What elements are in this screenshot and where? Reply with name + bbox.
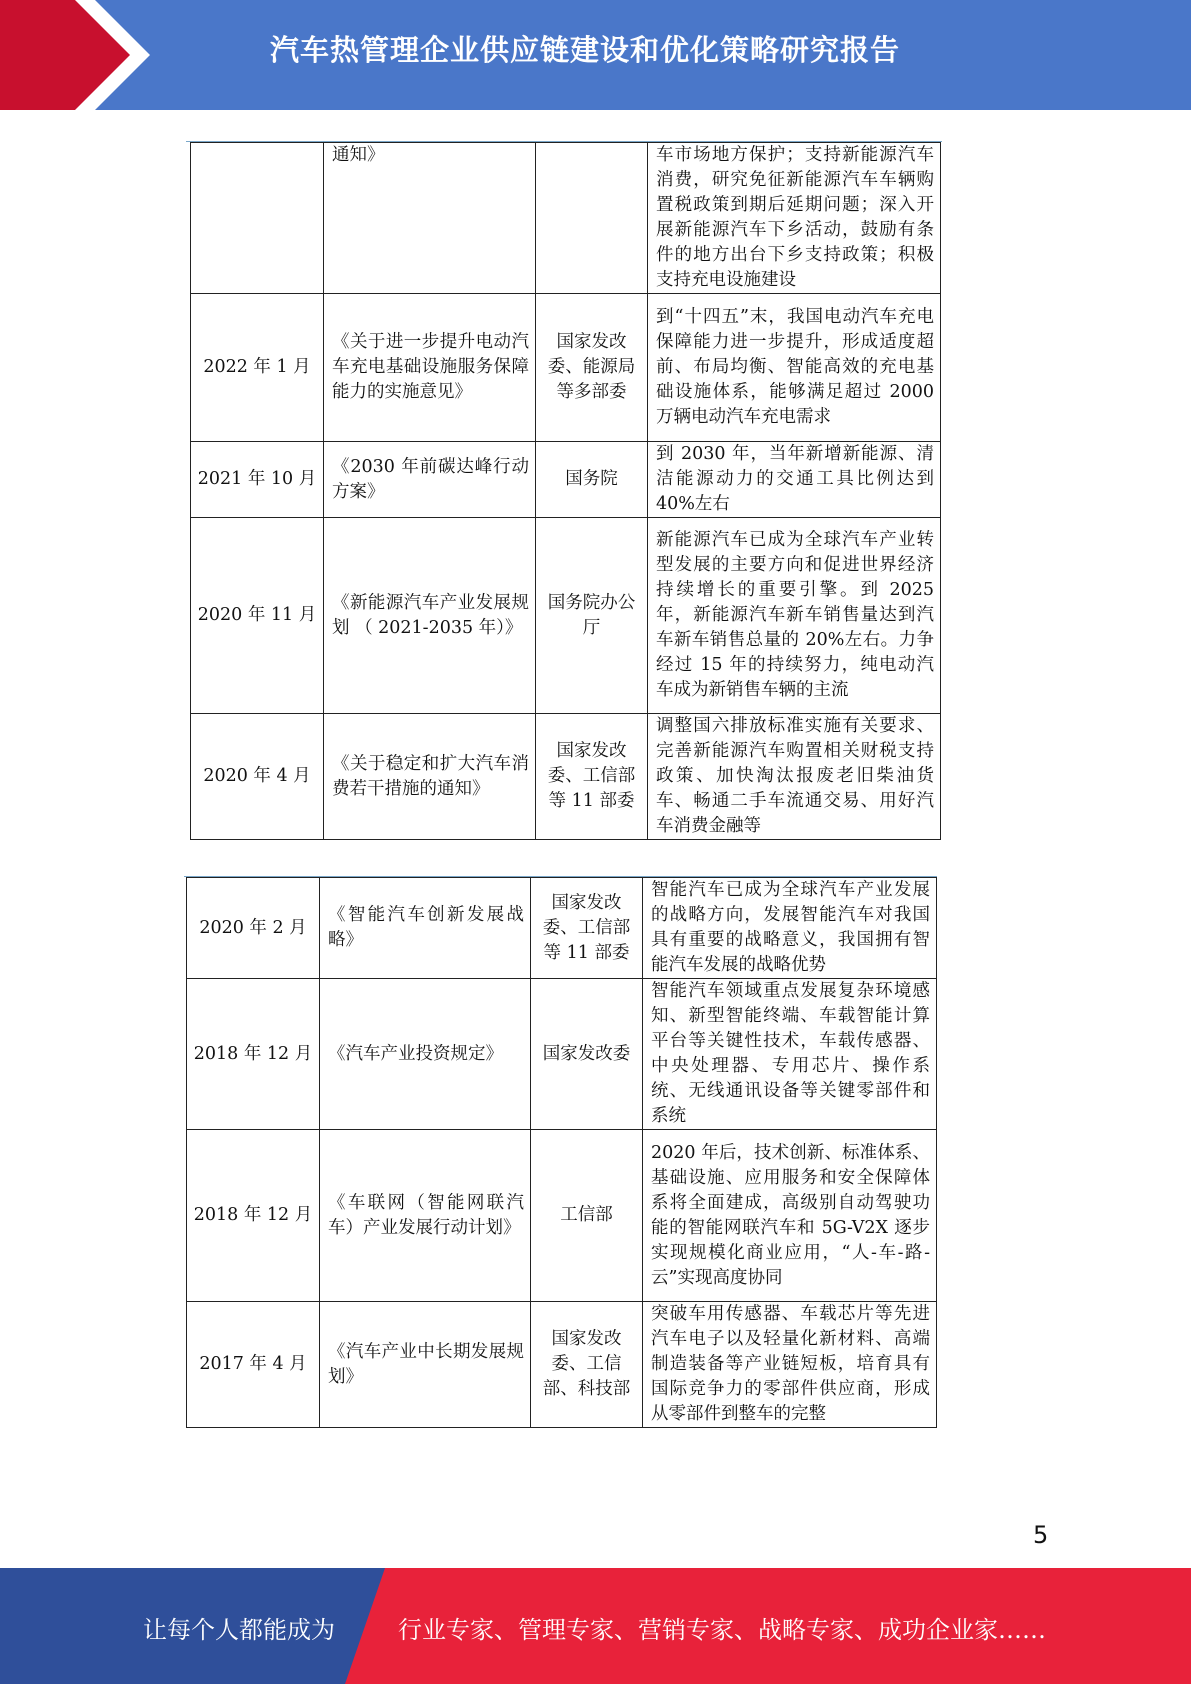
policy-name: 《关于进一步提升电动汽车充电基础设施服务保障能力的实施意见》 bbox=[324, 294, 536, 442]
policy-name: 《汽车产业中长期发展规划》 bbox=[320, 1302, 531, 1428]
policy-name: 通知》 bbox=[324, 143, 536, 294]
table-row bbox=[191, 442, 941, 518]
policy-date: 2018 年 12 月 bbox=[187, 979, 320, 1130]
policy-department: 国务院 bbox=[536, 442, 648, 518]
table-row bbox=[191, 518, 941, 714]
policy-name: 《新能源汽车产业发展规 划 （ 2021-2035 年）》 bbox=[324, 518, 536, 714]
policy-content: 智能汽车已成为全球汽车产业发展的战略方向，发展智能汽车对我国具有重要的战略意义，我国拥有智能汽车发展的战略优势 bbox=[643, 878, 937, 979]
policy-department: 国家发改委、工信部、科技部 bbox=[531, 1302, 643, 1428]
table-row bbox=[187, 878, 937, 979]
policy-department: 国务院办公厅 bbox=[536, 518, 648, 714]
policy-department: 国家发改委、能源局等多部委 bbox=[536, 294, 648, 442]
policy-department: 国家发改委 bbox=[531, 979, 643, 1130]
report-title: 汽车热管理企业供应链建设和优化策略研究报告 bbox=[270, 33, 901, 67]
policy-name: 《2030 年前碳达峰行动方案》 bbox=[324, 442, 536, 518]
policy-name: 《车联网（智能网联汽车）产业发展行动计划》 bbox=[320, 1130, 531, 1302]
policy-date: 2020 年 4 月 bbox=[191, 714, 324, 840]
policy-content: 到“十四五”末，我国电动汽车充电保障能力进一步提升，形成适度超前、布局均衡、智能高效的充电基础设施体系，能够满足超过 2000 万辆电动汽车充电需求 bbox=[648, 294, 941, 442]
policy-date bbox=[191, 143, 324, 294]
policy-table-1 bbox=[190, 142, 941, 840]
page-number: 5 bbox=[1033, 1521, 1049, 1549]
policy-content: 新能源汽车已成为全球汽车产业转型发展的主要方向和促进世界经济持续增长的重要引擎。到 2025 年，新能源汽车新车销售量达到汽车新车销售总量的 20%左右。力争经过 15 年的持续努力，纯电动汽车成为新销售车辆的主流 bbox=[648, 518, 941, 714]
policy-date: 2017 年 4 月 bbox=[187, 1302, 320, 1428]
policy-name: 《智能汽车创新发展战略》 bbox=[320, 878, 531, 979]
page-footer bbox=[0, 1568, 1191, 1684]
footer-slogan-right: 行业专家、管理专家、营销专家、战略专家、成功企业家…… bbox=[398, 1616, 1046, 1644]
policy-date: 2020 年 2 月 bbox=[187, 878, 320, 979]
policy-date: 2020 年 11 月 bbox=[191, 518, 324, 714]
policy-date: 2018 年 12 月 bbox=[187, 1130, 320, 1302]
policy-name: 《关于稳定和扩大汽车消费若干措施的通知》 bbox=[324, 714, 536, 840]
table-row bbox=[191, 294, 941, 442]
policy-content: 车市场地方保护；支持新能源汽车消费，研究免征新能源汽车车辆购置税政策到期后延期问题；深入开展新能源汽车下乡活动，鼓励有条件的地方出台下乡支持政策；积极支持充电设施建设 bbox=[648, 143, 941, 294]
policy-content: 调整国六排放标准实施有关要求、完善新能源汽车购置相关财税支持政策、加快淘汰报废老旧柴油货车、畅通二手车流通交易、用好汽车消费金融等 bbox=[648, 714, 941, 840]
table-row bbox=[187, 979, 937, 1130]
policy-department: 工信部 bbox=[531, 1130, 643, 1302]
header-arrow-decoration bbox=[0, 0, 150, 110]
policy-date: 2021 年 10 月 bbox=[191, 442, 324, 518]
table-row bbox=[191, 714, 941, 840]
table-row bbox=[191, 143, 941, 294]
policy-content: 智能汽车领域重点发展复杂环境感知、新型智能终端、车载智能计算平台等关键性技术，车载传感器、中央处理器、专用芯片、操作系统、无线通讯设备等关键零部件和系统 bbox=[643, 979, 937, 1130]
policy-date: 2022 年 1 月 bbox=[191, 294, 324, 442]
policy-table-2 bbox=[186, 877, 937, 1428]
table-row bbox=[187, 1130, 937, 1302]
page-header bbox=[0, 0, 1191, 110]
policy-name: 《汽车产业投资规定》 bbox=[320, 979, 531, 1130]
policy-department: 国家发改委、工信部等 11 部委 bbox=[531, 878, 643, 979]
table-row bbox=[187, 1302, 937, 1428]
policy-content: 突破车用传感器、车载芯片等先进汽车电子以及轻量化新材料、高端制造装备等产业链短板，培育具有国际竞争力的零部件供应商，形成从零部件到整车的完整 bbox=[643, 1302, 937, 1428]
footer-slogan-left: 让每个人都能成为 bbox=[143, 1616, 335, 1644]
policy-department: 国家发改委、工信部等 11 部委 bbox=[536, 714, 648, 840]
policy-department bbox=[536, 143, 648, 294]
policy-content: 到 2030 年，当年新增新能源、清洁能源动力的交通工具比例达到 40%左右 bbox=[648, 442, 941, 518]
policy-content: 2020 年后，技术创新、标准体系、基础设施、应用服务和安全保障体系将全面建成，高级别自动驾驶功能的智能网联汽车和 5G-V2X 逐步实现规模化商业应用，“人-车-路-云”实现高度协同 bbox=[643, 1130, 937, 1302]
